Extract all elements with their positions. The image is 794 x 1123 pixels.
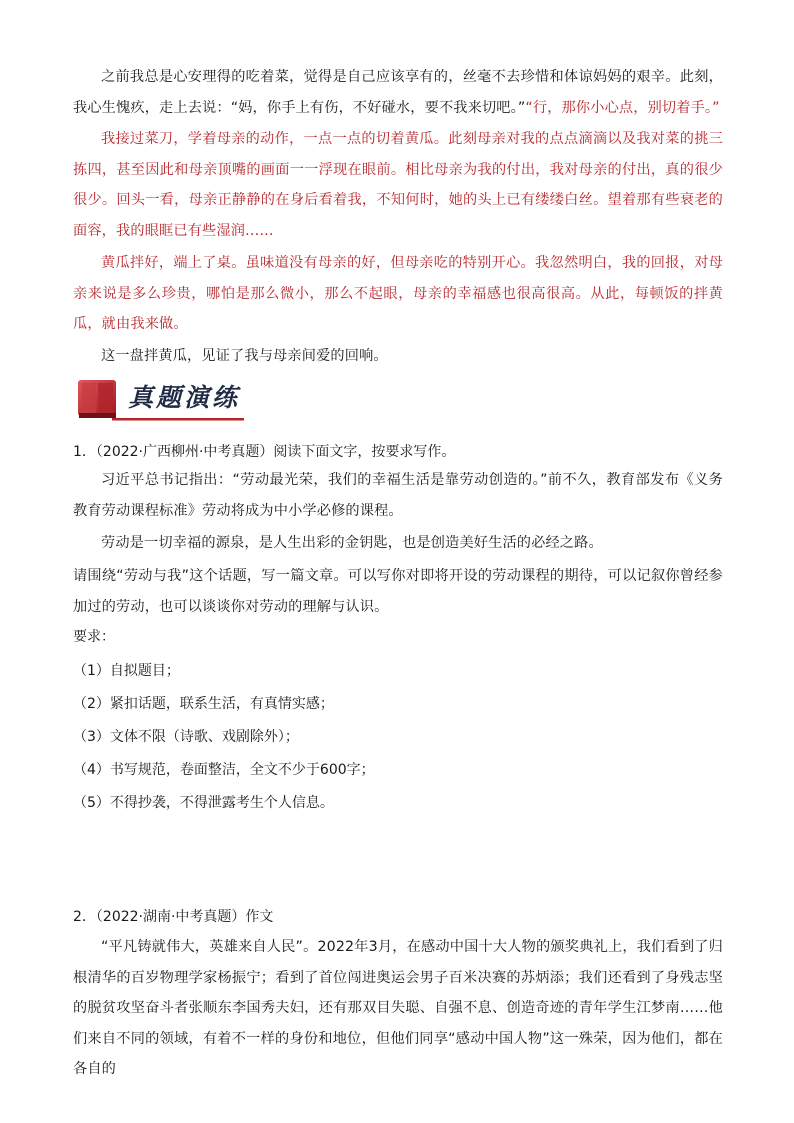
requirement-item: （2）紧扣话题，联系生活，有真情实感； bbox=[73, 696, 334, 712]
question-1-paragraph-2: 劳动是一切幸福的源泉，是人生出彩的金钥匙，也是创造美好生活的必经之路。 bbox=[101, 535, 603, 551]
question-1-prompt: 请围绕“劳动与我”这个话题，写一篇文章。可以写你对即将开设的劳动课程的期待，可以记叙你曾经参加过的劳动，也可以谈谈你对劳动的理解与认识。 bbox=[73, 568, 723, 615]
question-1-quote: 习近平总书记指出：“劳动最光荣，我们的幸福生活是靠劳动创造的。”前不久，教育部发布《义务教育劳动课程标准》劳动将成为中小学必修的课程。 bbox=[73, 472, 723, 519]
question-2-header: 2．（2022·湖南·中考真题）作文 bbox=[73, 909, 274, 925]
essay-paragraph-1-text: 之前我总是心安理得的吃着菜，觉得是自己应该享有的，丝毫不去珍惜和体谅妈妈的艰辛。此刻，我心生愧疚，走上去说：“妈，你手上有伤，不好碰水，要不我来切吧。” bbox=[73, 69, 723, 116]
section-banner bbox=[76, 372, 244, 426]
requirements-label: 要求： bbox=[73, 629, 115, 645]
essay-paragraph-1 bbox=[73, 62, 723, 123]
section-title: 真题演练 bbox=[128, 383, 241, 412]
essay-paragraph-4: 这一盘拌黄瓜，见证了我与母亲间爱的回响。 bbox=[101, 348, 388, 364]
question-1-header: 1．（2022·广西柳州·中考真题）阅读下面文字，按要求写作。 bbox=[73, 444, 456, 460]
requirement-item: （5）不得抄袭，不得泄露考生个人信息。 bbox=[73, 795, 334, 811]
mother-reply-quote: “行，那你小心点，别切着手。” bbox=[525, 99, 720, 116]
requirement-item: （4）书写规范，卷面整洁，全文不少于600字； bbox=[73, 762, 375, 778]
essay-paragraph-3: 黄瓜拌好，端上了桌。虽味道没有母亲的好，但母亲吃的特别开心。我忽然明白，我的回报，对母亲来说是多么珍贵，哪怕是那么微小，那么不起眼，母亲的幸福感也很高很高。从此，每顿饭的拌黄瓜，就由我来做。 bbox=[73, 255, 723, 332]
essay-paragraph-2: 我接过菜刀，学着母亲的动作，一点一点的切着黄瓜。此刻母亲对我的点点滴滴以及我对菜的挑三拣四，甚至因此和母亲顶嘴的画面一一浮现在眼前。相比母亲为我的付出，我对母亲的付出，真的很少很少。回头一看，母亲正静静的在身后看着我，不知何时，她的头上已有缕缕白丝。望着那有些衰老的面容，我的眼眶已有些湿润…… bbox=[73, 131, 723, 239]
requirement-item: （1）自拟题目； bbox=[73, 663, 180, 679]
question-2-paragraph: “平凡铸就伟大，英雄来自人民”。2022年3月，在感动中国十大人物的颁奖典礼上，我们看到了归根清华的百岁物理学家杨振宁；看到了首位闯进奥运会男子百米决赛的苏炳添；我们还看到了身残志坚的脱贫攻坚奋斗者张顺东李国秀夫妇，还有那双目失聪、自强不息、创造奇迹的青年学生江梦南……他们来自不同的领域，有着不一样的身份和地位，但他们同享“感动中国人物”这一殊荣，因为他们，都在各自的 bbox=[73, 939, 723, 1077]
requirement-item: （3）文体不限（诗歌、戏剧除外）； bbox=[73, 729, 299, 745]
